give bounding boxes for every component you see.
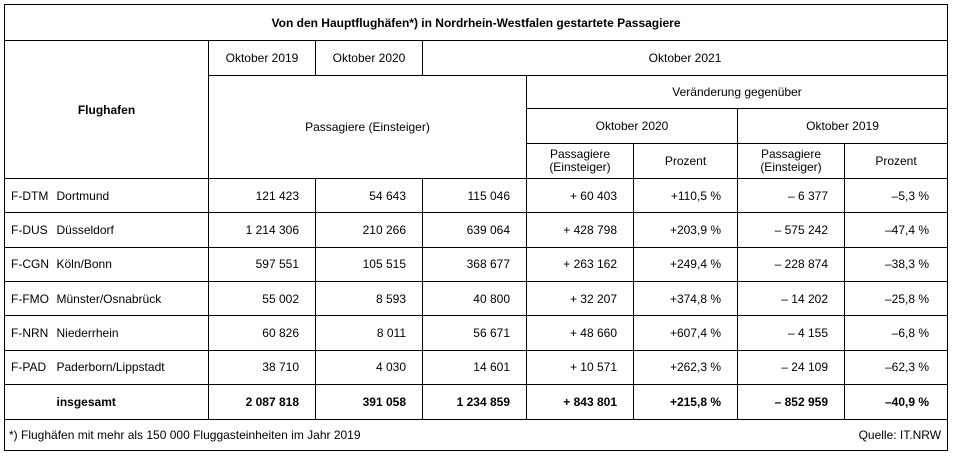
passenger-table bbox=[4, 4, 948, 451]
value-2019: 38 710 bbox=[209, 350, 316, 384]
pct-2019: –25,8 % bbox=[845, 282, 948, 316]
value-2021: 368 677 bbox=[423, 247, 527, 281]
pct-2020: +607,4 % bbox=[634, 316, 738, 350]
pct-2020: +374,8 % bbox=[634, 282, 738, 316]
total-pct-2019: –40,9 % bbox=[845, 385, 948, 419]
footer-row bbox=[5, 419, 948, 450]
pct-2019: –62,3 % bbox=[845, 350, 948, 384]
pct-2019: –38,3 % bbox=[845, 247, 948, 281]
total-2021: 1 234 859 bbox=[423, 385, 527, 419]
value-2019: 60 826 bbox=[209, 316, 316, 350]
header-vs-oktober-2019: Oktober 2019 bbox=[738, 109, 948, 143]
airport-name: Niederrhein bbox=[57, 316, 209, 350]
pct-2020: +262,3 % bbox=[634, 350, 738, 384]
header-passagiere-einsteiger-2020: Passagiere (Einsteiger) bbox=[527, 143, 634, 178]
diff-2019: – 24 109 bbox=[738, 350, 845, 384]
source: Quelle: IT.NRW bbox=[858, 427, 942, 442]
value-2020: 105 515 bbox=[316, 247, 423, 281]
value-2020: 210 266 bbox=[316, 213, 423, 247]
table-row bbox=[5, 282, 948, 316]
total-diff-2020: + 843 801 bbox=[527, 385, 634, 419]
diff-2020: + 32 207 bbox=[527, 282, 634, 316]
airport-code: F-PAD bbox=[5, 350, 57, 384]
value-2019: 55 002 bbox=[209, 282, 316, 316]
diff-2020: + 428 798 bbox=[527, 213, 634, 247]
total-label: insgesamt bbox=[57, 385, 209, 419]
value-2021: 14 601 bbox=[423, 350, 527, 384]
value-2021: 639 064 bbox=[423, 213, 527, 247]
airport-name: Münster/Osnabrück bbox=[57, 282, 209, 316]
table-title: Von den Hauptflughäfen*) in Nordrhein-Westfalen gestartete Passagiere bbox=[5, 5, 948, 41]
airport-code: F-DUS bbox=[5, 213, 57, 247]
diff-2020: + 60 403 bbox=[527, 178, 634, 212]
value-2021: 40 800 bbox=[423, 282, 527, 316]
pct-2019: –5,3 % bbox=[845, 178, 948, 212]
airport-name: Paderborn/Lippstadt bbox=[57, 350, 209, 384]
table-row bbox=[5, 247, 948, 281]
value-2019: 121 423 bbox=[209, 178, 316, 212]
header-vs-oktober-2020: Oktober 2020 bbox=[527, 109, 738, 143]
header-prozent-2019: Prozent bbox=[845, 143, 948, 178]
header-passagiere: Passagiere (Einsteiger) bbox=[209, 75, 527, 178]
table-row bbox=[5, 213, 948, 247]
airport-code: F-DTM bbox=[5, 178, 57, 212]
airport-code: F-CGN bbox=[5, 247, 57, 281]
diff-2020: + 10 571 bbox=[527, 350, 634, 384]
header-prozent-2020: Prozent bbox=[634, 143, 738, 178]
value-2019: 597 551 bbox=[209, 247, 316, 281]
diff-2020: + 48 660 bbox=[527, 316, 634, 350]
value-2019: 1 214 306 bbox=[209, 213, 316, 247]
header-oktober-2019: Oktober 2019 bbox=[209, 41, 316, 75]
pct-2019: –47,4 % bbox=[845, 213, 948, 247]
total-row bbox=[5, 385, 948, 419]
footnote: *) Flughäfen mit mehr als 150 000 Fluggasteinheiten im Jahr 2019 bbox=[9, 427, 361, 442]
total-code-cell bbox=[5, 385, 57, 419]
header-oktober-2021: Oktober 2021 bbox=[423, 41, 948, 75]
pct-2020: +203,9 % bbox=[634, 213, 738, 247]
total-diff-2019: – 852 959 bbox=[738, 385, 845, 419]
value-2021: 115 046 bbox=[423, 178, 527, 212]
table-row bbox=[5, 178, 948, 212]
diff-2019: – 4 155 bbox=[738, 316, 845, 350]
pct-2020: +110,5 % bbox=[634, 178, 738, 212]
header-veraenderung: Veränderung gegenüber bbox=[527, 75, 948, 108]
value-2020: 4 030 bbox=[316, 350, 423, 384]
value-2021: 56 671 bbox=[423, 316, 527, 350]
header-flughafen: Flughafen bbox=[5, 41, 209, 179]
header-passagiere-einsteiger-2019: Passagiere (Einsteiger) bbox=[738, 143, 845, 178]
total-pct-2020: +215,8 % bbox=[634, 385, 738, 419]
total-2019: 2 087 818 bbox=[209, 385, 316, 419]
diff-2019: – 6 377 bbox=[738, 178, 845, 212]
diff-2019: – 14 202 bbox=[738, 282, 845, 316]
diff-2020: + 263 162 bbox=[527, 247, 634, 281]
airport-code: F-FMO bbox=[5, 282, 57, 316]
airport-code: F-NRN bbox=[5, 316, 57, 350]
value-2020: 8 593 bbox=[316, 282, 423, 316]
table-row bbox=[5, 350, 948, 384]
pct-2020: +249,4 % bbox=[634, 247, 738, 281]
header-oktober-2020: Oktober 2020 bbox=[316, 41, 423, 75]
total-2020: 391 058 bbox=[316, 385, 423, 419]
diff-2019: – 575 242 bbox=[738, 213, 845, 247]
table-row bbox=[5, 316, 948, 350]
diff-2019: – 228 874 bbox=[738, 247, 845, 281]
pct-2019: –6,8 % bbox=[845, 316, 948, 350]
airport-name: Düsseldorf bbox=[57, 213, 209, 247]
value-2020: 8 011 bbox=[316, 316, 423, 350]
value-2020: 54 643 bbox=[316, 178, 423, 212]
airport-name: Köln/Bonn bbox=[57, 247, 209, 281]
airport-name: Dortmund bbox=[57, 178, 209, 212]
